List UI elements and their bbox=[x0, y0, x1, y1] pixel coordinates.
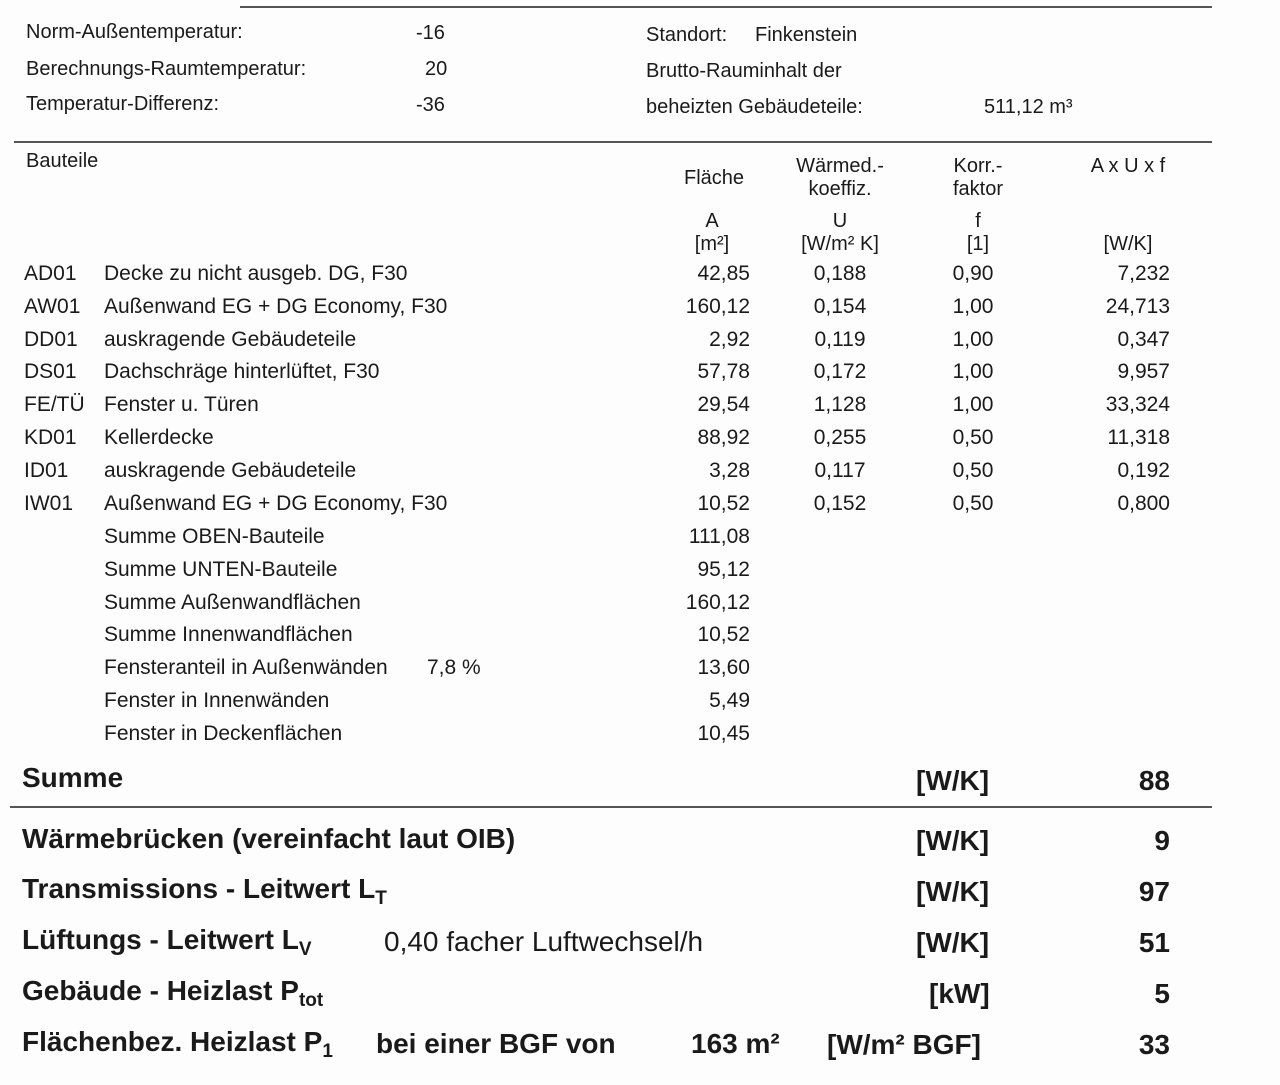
norm-temp-value: -16 bbox=[416, 22, 445, 44]
sum-label: Fenster in Deckenflächen bbox=[104, 722, 343, 745]
row-axuxf: 0,347 bbox=[1117, 328, 1170, 351]
row-name: Fenster u. Türen bbox=[104, 393, 259, 416]
row-axuxf: 9,957 bbox=[1117, 360, 1170, 383]
col-flaeche-sym: A bbox=[705, 210, 719, 232]
row-flaeche: 57,78 bbox=[697, 360, 750, 383]
row-flaeche: 42,85 bbox=[697, 262, 750, 285]
row-u-wert: 0,154 bbox=[813, 295, 867, 318]
row-flaeche: 3,28 bbox=[709, 459, 750, 482]
col-waermed-line1: Wärmed.- bbox=[796, 155, 884, 177]
lueftung-value: 51 bbox=[1138, 927, 1170, 958]
heizlast-label-text: Gebäude - Heizlast P bbox=[22, 975, 299, 1006]
summe-unit: [W/K] bbox=[916, 765, 990, 796]
row-name: Kellerdecke bbox=[104, 426, 214, 449]
row-name: auskragende Gebäudeteile bbox=[104, 328, 357, 351]
col-korr-line1: Korr.- bbox=[953, 155, 1003, 177]
lueftung-label-text: Lüftungs - Leitwert L bbox=[22, 924, 299, 955]
row-code: DS01 bbox=[24, 360, 77, 383]
sum-flaeche: 13,60 bbox=[697, 656, 750, 679]
col-flaeche-title: Fläche bbox=[683, 167, 745, 189]
sum-flaeche: 10,45 bbox=[697, 722, 750, 745]
sum-flaeche: 5,49 bbox=[709, 689, 750, 712]
row-korr-faktor: 1,00 bbox=[952, 295, 994, 318]
row-u-wert: 0,172 bbox=[813, 360, 867, 383]
col-korr-sym: f bbox=[975, 210, 981, 232]
row-code: AD01 bbox=[24, 262, 77, 285]
sum-flaeche: 95,12 bbox=[697, 558, 750, 581]
row-name: Dachschräge hinterlüftet, F30 bbox=[104, 360, 380, 383]
summe-label: Summe bbox=[22, 762, 124, 793]
sum-label: Fenster in Innenwänden bbox=[104, 689, 330, 712]
norm-temp-label: Norm-Außentemperatur: bbox=[26, 21, 243, 43]
col-waermed-unit-text: [W/m² K] bbox=[801, 233, 879, 255]
flaechenbez-unit: [W/m² BGF] bbox=[827, 1029, 981, 1060]
sum-label: Summe Innenwandflächen bbox=[104, 623, 353, 646]
transmission-value: 97 bbox=[1138, 876, 1170, 907]
col-waermed-unit bbox=[780, 210, 900, 256]
row-korr-faktor: 0,50 bbox=[952, 492, 994, 515]
row-axuxf: 7,232 bbox=[1117, 262, 1170, 285]
row-code: AW01 bbox=[24, 295, 81, 318]
row-korr-faktor: 1,00 bbox=[952, 328, 994, 351]
row-u-wert: 0,119 bbox=[814, 328, 866, 351]
row-axuxf: 24,713 bbox=[1105, 295, 1170, 318]
col-flaeche bbox=[664, 167, 764, 190]
heizlast-subscript: tot bbox=[298, 990, 324, 1011]
row-u-wert: 0,188 bbox=[813, 262, 867, 285]
row-code: IW01 bbox=[24, 492, 74, 515]
row-name: Außenwand EG + DG Economy, F30 bbox=[104, 492, 448, 515]
row-u-wert: 0,117 bbox=[814, 459, 866, 482]
sum-label: Summe Außenwandflächen bbox=[104, 591, 361, 614]
brutto-label-line2: beheizten Gebäudeteile: bbox=[646, 96, 863, 118]
heizlast-value: 5 bbox=[1154, 978, 1170, 1009]
brutto-label-line1: Brutto-Rauminhalt der bbox=[646, 60, 842, 82]
heizlast-unit: [kW] bbox=[929, 978, 990, 1009]
row-name: Außenwand EG + DG Economy, F30 bbox=[104, 295, 448, 318]
lueftung-subscript: V bbox=[298, 939, 312, 960]
summe-value: 88 bbox=[1138, 765, 1170, 796]
sum-label: Summe UNTEN-Bauteile bbox=[104, 558, 338, 581]
row-code: FE/TÜ bbox=[24, 393, 85, 416]
summe-rule bbox=[10, 806, 1212, 808]
top-rule bbox=[240, 6, 1212, 8]
temp-diff-label: Temperatur-Differenz: bbox=[26, 93, 220, 115]
row-flaeche: 160,12 bbox=[685, 295, 750, 318]
row-flaeche: 2,92 bbox=[709, 328, 750, 351]
row-korr-faktor: 0,50 bbox=[952, 459, 994, 482]
row-name: Decke zu nicht ausgeb. DG, F30 bbox=[104, 262, 408, 285]
col-flaeche-unit-text: [m²] bbox=[694, 233, 730, 255]
row-name: auskragende Gebäudeteile bbox=[104, 459, 357, 482]
row-korr-faktor: 1,00 bbox=[952, 393, 994, 416]
sum-label: Summe OBEN-Bauteile bbox=[104, 525, 325, 548]
lueftung-label bbox=[22, 924, 312, 961]
col-korr-unit bbox=[928, 210, 1028, 256]
waermebruecken-label: Wärmebrücken (vereinfacht laut OIB) bbox=[22, 823, 516, 854]
lueftung-unit: [W/K] bbox=[916, 927, 990, 958]
sum-label: Fensteranteil in Außenwänden bbox=[104, 656, 388, 679]
lueftung-note: 0,40 facher Luftwechsel/h bbox=[384, 926, 704, 957]
waermebruecken-value: 9 bbox=[1154, 825, 1170, 856]
row-axuxf: 0,800 bbox=[1117, 492, 1170, 515]
temp-diff-value: -36 bbox=[416, 94, 445, 116]
row-korr-faktor: 0,50 bbox=[952, 426, 994, 449]
header-rule bbox=[14, 141, 1212, 143]
row-flaeche: 10,52 bbox=[697, 492, 750, 515]
row-flaeche: 29,54 bbox=[697, 393, 750, 416]
transmission-unit: [W/K] bbox=[916, 876, 990, 907]
row-code: DD01 bbox=[24, 328, 78, 351]
row-axuxf: 33,324 bbox=[1105, 393, 1170, 416]
brutto-value: 511,12 m³ bbox=[984, 96, 1073, 118]
col-axuxf-unit: [W/K] bbox=[1103, 233, 1153, 255]
sum-flaeche: 160,12 bbox=[685, 591, 750, 614]
waermebruecken-unit: [W/K] bbox=[916, 825, 990, 856]
row-axuxf: 11,318 bbox=[1107, 426, 1170, 449]
flaechenbez-note: bei einer BGF von bbox=[376, 1028, 616, 1059]
flaechenbez-bgf: 163 m² bbox=[691, 1028, 780, 1059]
heizlast-label bbox=[22, 975, 323, 1012]
row-u-wert: 0,152 bbox=[813, 492, 867, 515]
sum-percentage: 7,8 % bbox=[427, 656, 481, 679]
flaechenbez-subscript: 1 bbox=[322, 1041, 333, 1062]
flaechenbez-label bbox=[22, 1026, 333, 1063]
col-korr-unit-text: [1] bbox=[966, 233, 990, 255]
row-korr-faktor: 0,90 bbox=[952, 262, 994, 285]
sum-flaeche: 10,52 bbox=[697, 623, 750, 646]
row-flaeche: 88,92 bbox=[697, 426, 750, 449]
row-u-wert: 1,128 bbox=[813, 393, 867, 416]
transmission-subscript: T bbox=[375, 888, 387, 909]
transmission-label-text: Transmissions - Leitwert L bbox=[22, 873, 376, 904]
row-axuxf: 0,192 bbox=[1117, 459, 1170, 482]
col-korr-line2: faktor bbox=[952, 178, 1004, 200]
flaechenbez-value: 33 bbox=[1138, 1029, 1170, 1060]
col-flaeche-unit bbox=[664, 210, 760, 256]
row-code: KD01 bbox=[24, 426, 77, 449]
col-waermed bbox=[780, 155, 900, 201]
raum-temp-label: Berechnungs-Raumtemperatur: bbox=[26, 58, 307, 80]
col-axuxf: A x U x f bbox=[1090, 155, 1166, 177]
col-bauteile: Bauteile bbox=[26, 150, 99, 172]
row-code: ID01 bbox=[24, 459, 69, 482]
col-korr bbox=[928, 155, 1028, 201]
col-waermed-line2: koeffiz. bbox=[808, 178, 872, 200]
transmission-label bbox=[22, 873, 387, 910]
flaechenbez-label-text: Flächenbez. Heizlast P bbox=[22, 1026, 323, 1057]
raum-temp-value: 20 bbox=[425, 58, 448, 80]
row-korr-faktor: 1,00 bbox=[952, 360, 994, 383]
col-waermed-sym: U bbox=[832, 210, 848, 232]
sum-flaeche: 111,08 bbox=[688, 525, 750, 548]
standort-label: Standort: bbox=[646, 24, 728, 46]
row-u-wert: 0,255 bbox=[813, 426, 867, 449]
standort-value: Finkenstein bbox=[755, 24, 858, 46]
